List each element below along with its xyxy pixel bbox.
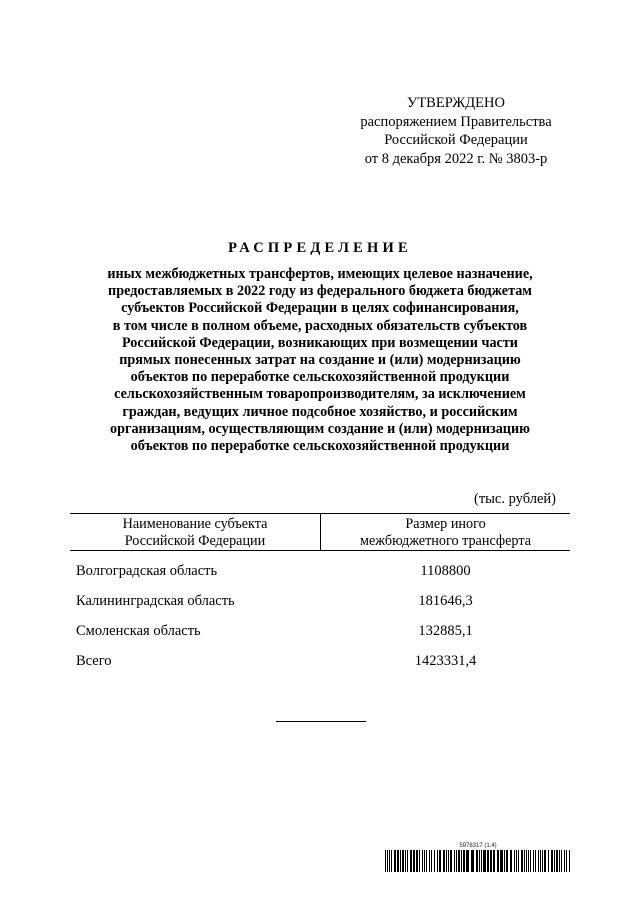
header-subject-line: Российской Федерации [124, 532, 266, 549]
header-amount-line: Размер иного [405, 516, 486, 532]
table-row [70, 563, 570, 593]
row-subject: Волгоградская область [76, 563, 218, 579]
approval-line: от 8 декабря 2022 г. № 3803-р [364, 150, 548, 167]
subtitle-line: в том числе в полном объеме, расходных обязательств субъектов [112, 317, 528, 334]
row-subject: Калининградская область [76, 593, 235, 609]
subtitle-line: субъектов Российской Федерации в целях софинансирования, [121, 300, 519, 317]
table-body [70, 563, 570, 683]
header-amount [321, 516, 570, 549]
row-amount: 1108800 [420, 563, 471, 579]
document-subtitle [60, 266, 580, 455]
row-amount: 181646,3 [418, 593, 473, 609]
barcode-icon [385, 850, 571, 872]
subtitle-line: организациям, осуществляющим создание и (или) модернизацию [110, 420, 530, 437]
table-row [70, 623, 570, 653]
subtitle-line: объектов по переработке сельскохозяйственной продукции [130, 438, 510, 455]
subtitle-line: прямых понесенных затрат на создание и (или) модернизацию [119, 352, 521, 369]
row-subject: Всего [76, 653, 112, 669]
table-header [70, 513, 570, 551]
approval-line: Российской Федерации [384, 132, 528, 148]
row-amount: 1423331,4 [414, 653, 477, 669]
table-row [70, 593, 570, 623]
approval-line: распоряжением Правительства [360, 113, 552, 130]
closing-rule [276, 721, 366, 722]
barcode-number: 5976317 (1.4) [459, 843, 497, 849]
subtitle-line: предоставляемых в 2022 году из федерального бюджета бюджетам [108, 283, 532, 300]
subtitle-line: сельскохозяйственным товаропроизводителям, за исключением [114, 386, 526, 403]
units-note: (тыс. рублей) [474, 491, 556, 507]
subtitle-line: граждан, ведущих личное подсобное хозяйство, и российским [122, 403, 518, 420]
header-subject-line: Наименование субъекта [122, 516, 268, 532]
subtitle-line: Российской Федерации, возникающих при возмещении части [121, 334, 518, 351]
header-subject [70, 516, 320, 549]
document-title: РАСПРЕДЕЛЕНИЕ [228, 240, 412, 256]
approval-stamp [340, 94, 572, 168]
table-row-total [70, 653, 570, 683]
row-subject: Смоленская область [76, 623, 201, 639]
header-amount-line: межбюджетного трансферта [359, 532, 531, 549]
distribution-table [70, 513, 570, 669]
barcode-block [385, 842, 571, 872]
subtitle-line: иных межбюджетных трансфертов, имеющих целевое назначение, [107, 266, 533, 282]
approval-heading: УТВЕРЖДЕНО [407, 95, 505, 111]
subtitle-line: объектов по переработке сельскохозяйственной продукции [130, 369, 510, 386]
row-amount: 132885,1 [418, 623, 473, 639]
